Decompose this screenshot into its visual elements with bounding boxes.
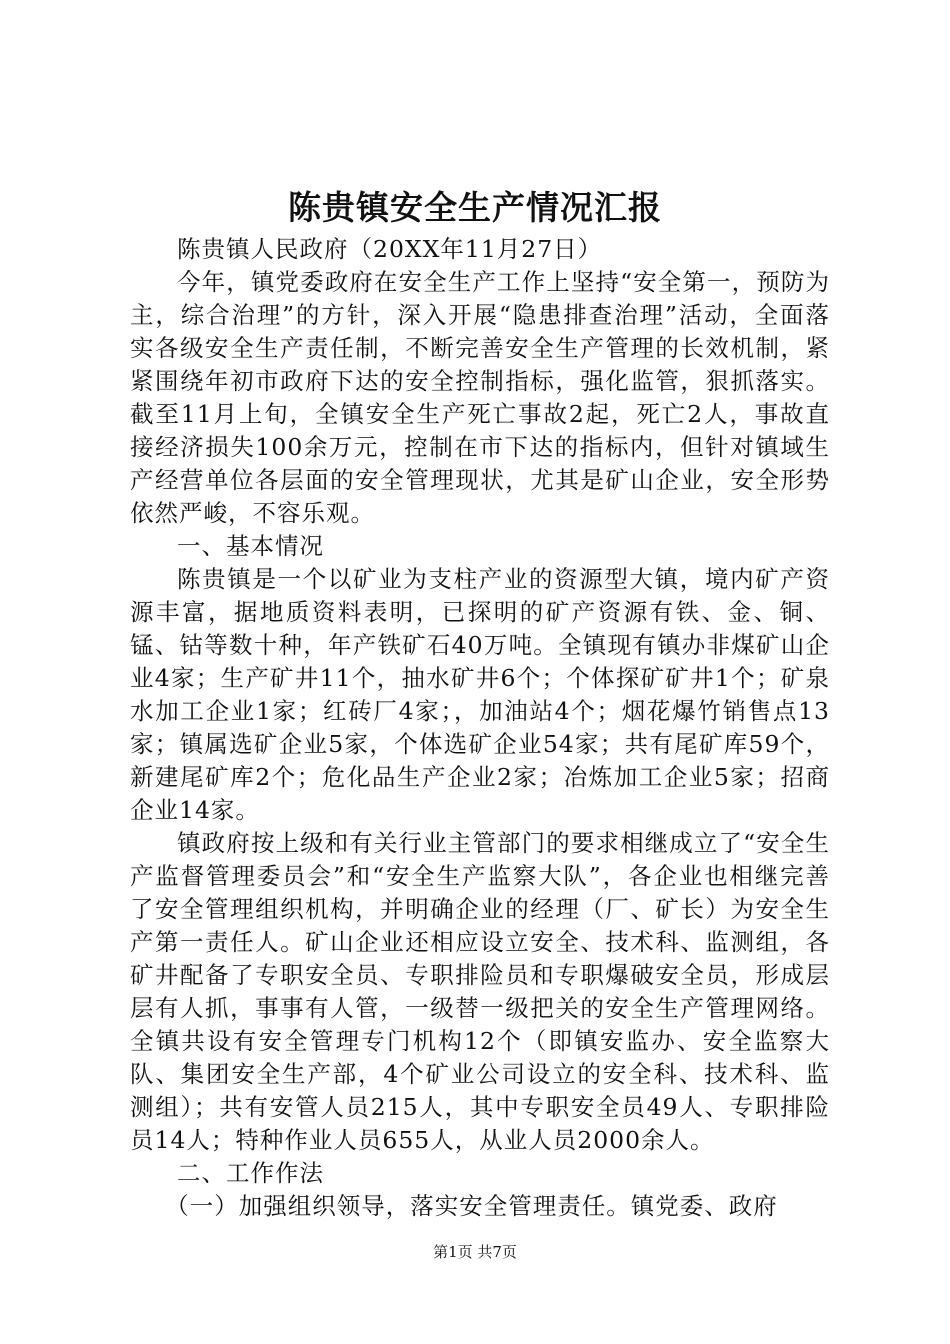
paragraph-organization: 镇政府按上级和有关行业主管部门的要求相继成立了“安全生产监督管理委员会”和“安全生产监察大队”，各企业也相继完善了安全管理组织机构，并明确企业的经理（厂、矿长）为安全生产第一责任人。矿山企业还相应设立安全、技术科、监测组，各矿井配备了专职安全员、专职排险员和专职爆破安全员，形成层层有人抓，事事有人管，一级替一级把关的安全生产管理网络。全镇共设有安全管理专门机构12个（即镇安监办、安全监察大队、集团安全生产部，4个矿业公司设立的安全科、技术科、监测组）；共有安管人员215人，其中专职安全员49人、专职排险员14人；特种作业人员655人，从业人员2000余人。 — [130, 829, 830, 1154]
section-heading-work-methods: 二、工作作法 — [177, 1159, 324, 1187]
section-heading-basic-situation: 一、基本情况 — [177, 532, 324, 560]
byline: 陈贵镇人民政府（20XX年11月27日） — [177, 235, 603, 263]
document-title: 陈贵镇安全生产情况汇报 — [288, 188, 662, 227]
paragraph-intro: 今年，镇党委政府在安全生产工作上坚持“安全第一，预防为主，综合治理”的方针，深入开展“隐患排查治理”活动，全面落实各级安全生产责任制，不断完善安全生产管理的长效机制，紧紧围绕年初市政府下达的安全控制指标，强化监管，狠抓落实。截至11月上旬，全镇安全生产死亡事故2起，死亡2人，事故直接经济损失100余万元，控制在市下达的指标内，但针对镇域生产经营单位各层面的安全管理现状，尤其是矿山企业，安全形势依然严峻，不容乐观。 — [130, 268, 830, 527]
document-body — [130, 233, 830, 1223]
paragraph-work-method-1: （一）加强组织领导，落实安全管理责任。镇党委、政府 — [165, 1192, 778, 1220]
paragraph-basic-situation: 陈贵镇是一个以矿业为支柱产业的资源型大镇，境内矿产资源丰富，据地质资料表明，已探明的矿产资源有铁、金、铜、锰、钴等数十种，年产铁矿石40万吨。全镇现有镇办非煤矿山企业4家；生产矿井11个，抽水矿井6个；个体探矿矿井1个；矿泉水加工企业1家；红砖厂4家；，加油站4个；烟花爆竹销售点13家；镇属选矿企业5家，个体选矿企业54家；共有尾矿库59个，新建尾矿库2个；危化品生产企业2家；冶炼加工企业5家；招商企业14家。 — [130, 565, 830, 824]
page-footer: 第1页 共7页 — [433, 1243, 517, 1261]
